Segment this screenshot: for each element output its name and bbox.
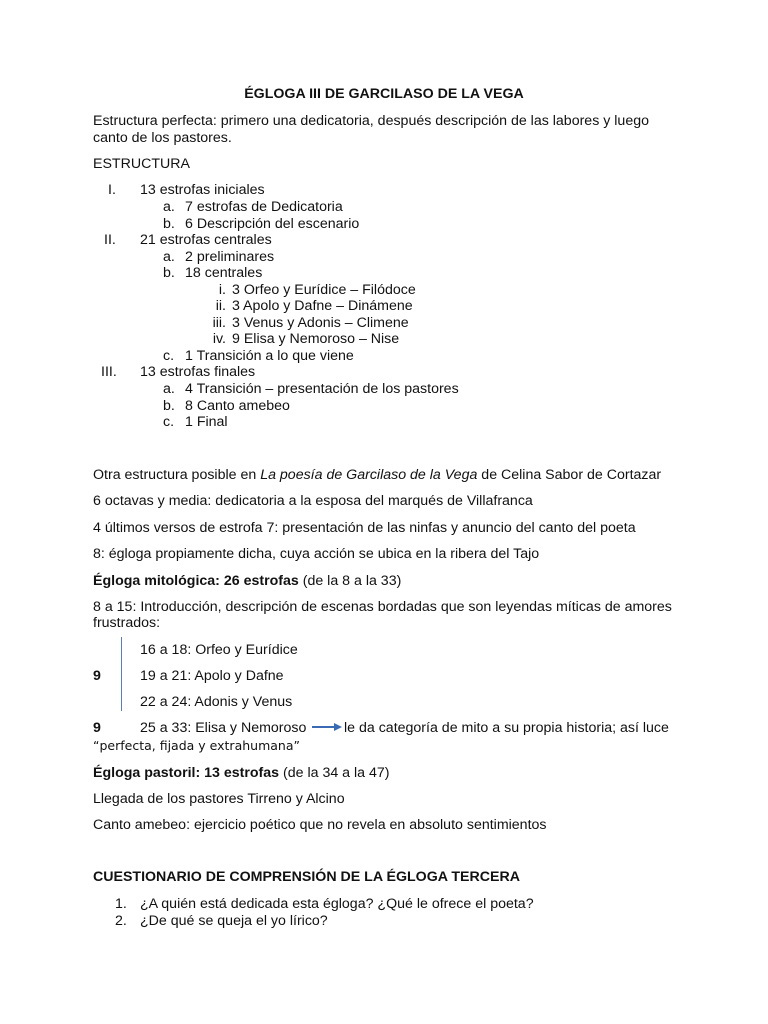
mitologica-rest: (de la 8 a la 33) [298,573,402,589]
outline-item-III-a: 4 Transición – presentación de los pastores [185,381,459,397]
pastoril-bold: Égloga pastoril: 13 estrofas [93,765,280,781]
outline-item-III: 13 estrofas finales [140,364,256,380]
estructura-heading: ESTRUCTURA [93,156,190,172]
arrow-right-icon [312,722,342,732]
outline-num-II-c: c. [163,348,175,364]
ribera-line: 8: égloga propiamente dicha, cuya acción se ubica en la ribera del Tajo [93,546,540,562]
question-2: ¿De qué se queja el yo lírico? [140,913,328,929]
outline-num-II-b-iii: iii. [212,315,226,331]
intro-line-2: canto de los pastores. [93,130,232,146]
outline-item-I-b: 6 Descripción del escenario [185,216,360,232]
outline-num-II-b-ii: ii. [215,298,226,314]
mito-historia-text: le da categoría de mito a su propia historia; así luce [344,720,669,736]
outline-num-III: III. [101,364,117,380]
group-count-9-elisa: 9 [93,720,101,736]
otra-pre: Otra estructura posible en [93,467,261,483]
outline-item-II-b-ii: 3 Apolo y Dafne – Dinámene [232,298,413,314]
egloga-mitologica-line [93,573,401,589]
outline-num-II-b-i: i. [218,282,226,298]
question-num-2: 2. [115,913,127,929]
outline-item-II-b-iii: 3 Venus y Adonis – Climene [232,315,409,331]
outline-num-I: I. [108,182,116,198]
outline-num-I-a: a. [163,199,175,215]
question-num-1: 1. [115,896,127,912]
outline-num-III-b: b. [163,398,175,414]
group-apolo: 19 a 21: Apolo y Dafne [140,668,284,684]
outline-item-III-c: 1 Final [185,414,228,430]
outline-item-II: 21 estrofas centrales [140,232,272,248]
outline-item-III-b: 8 Canto amebeo [185,398,290,414]
outline-num-II-b-iv: iv. [212,331,226,347]
grouping-brace [121,637,130,711]
intro-815-line-1: 8 a 15: Introducción, descripción de escenas bordadas que son leyendas míticas de amores [93,599,672,615]
group-elisa: 25 a 33: Elisa y Nemoroso [140,720,307,736]
outline-item-II-a: 2 preliminares [185,249,275,265]
llegada-line: Llegada de los pastores Tirreno y Alcino [93,791,345,807]
outline-item-II-b-iv: 9 Elisa y Nemoroso – Nise [232,331,400,347]
question-1: ¿A quién está dedicada esta égloga? ¿Qué le ofrece el poeta? [140,896,534,912]
group-orfeo: 16 a 18: Orfeo y Eurídice [140,642,298,658]
otra-post: de Celina Sabor de Cortazar [477,467,662,483]
outline-num-II-b: b. [163,265,175,281]
cuestionario-heading: CUESTIONARIO DE COMPRENSIÓN DE LA ÉGLOGA TERCERA [93,869,520,885]
intro-line-1: Estructura perfecta: primero una dedicatoria, después descripción de las labores y luego [93,113,649,129]
outline-num-I-b: b. [163,216,175,232]
outline-num-II-a: a. [163,249,175,265]
outline-item-II-b-i: 3 Orfeo y Eurídice – Filódoce [232,282,416,298]
outline-item-II-b: 18 centrales [185,265,263,281]
intro-815-line-2: frustrados: [93,615,161,631]
dedicatoria-line: 6 octavas y media: dedicatoria a la esposa del marqués de Villafranca [93,493,533,509]
otra-estructura-line [93,467,661,483]
mitologica-bold: Égloga mitológica: 26 estrofas [93,573,299,589]
egloga-pastoril-line [93,765,390,781]
pastoril-rest: (de la 34 a la 47) [279,765,390,781]
ninfas-line: 4 últimos versos de estrofa 7: presentación de las ninfas y anuncio del canto del poeta [93,520,636,536]
outline-num-III-c: c. [163,414,175,430]
book-title: La poesía de Garcilaso de la Vega [260,467,478,483]
outline-num-III-a: a. [163,381,175,397]
group-adonis: 22 a 24: Adonis y Venus [140,694,293,710]
canto-amebeo-line: Canto amebeo: ejercicio poético que no revela en absoluto sentimientos [93,817,547,833]
document-title: ÉGLOGA III DE GARCILASO DE LA VEGA [244,86,524,102]
outline-num-II: II. [104,232,116,248]
outline-item-I-a: 7 estrofas de Dedicatoria [185,199,343,215]
outline-item-I: 13 estrofas iniciales [140,182,265,198]
quote-text: “perfecta, fijada y extrahumana” [93,738,300,753]
outline-item-II-c: 1 Transición a lo que viene [185,348,354,364]
group-count-9: 9 [93,668,101,684]
